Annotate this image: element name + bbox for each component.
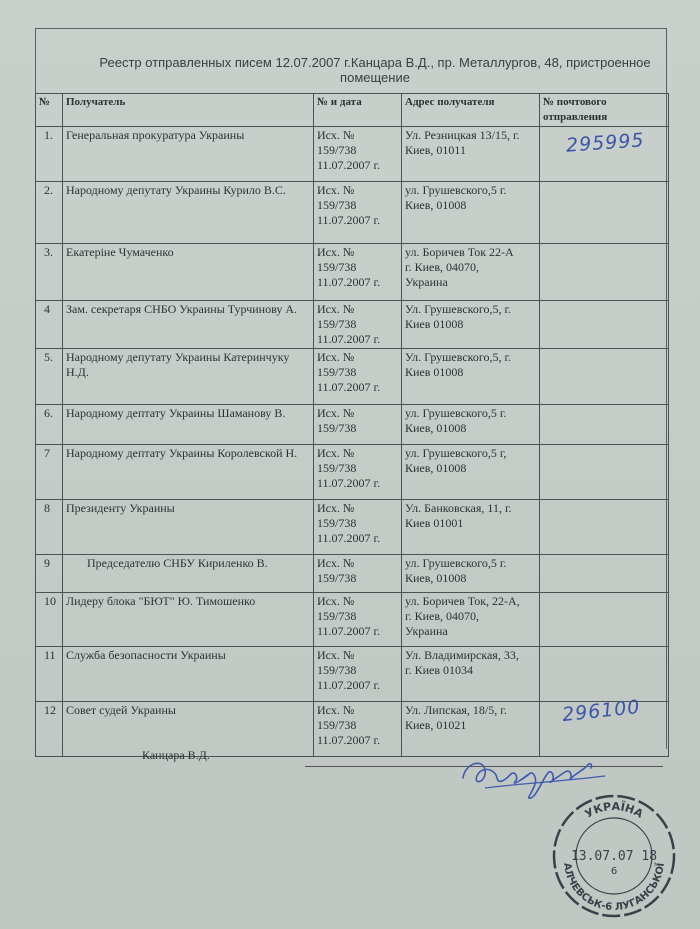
address-cell: Ул. Липская, 18/5, г. Киев, 01021 — [402, 702, 540, 757]
stamp-date: 13.07.07 18 — [570, 849, 658, 864]
col-header-ref-date: № и дата — [314, 94, 402, 127]
recipient-cell: Народному депутату Украины Курило В.С. — [63, 182, 314, 244]
handwritten-postal-number-1: 295995 — [565, 129, 646, 157]
postal-number-cell — [540, 555, 669, 593]
document-title: Реестр отправленных писем 12.07.2007 г.Канцара В.Д., пр. Металлургов, 48, пристроенное помещение — [99, 55, 651, 85]
address-cell: Ул. Резницкая 13/15, г. Киев, 01011 — [402, 127, 540, 182]
postal-number-cell — [540, 182, 669, 244]
ref-date-cell: Исх. № 159/738 11.07.2007 г. — [314, 349, 402, 405]
ref-date-cell: Исх. № 159/738 — [314, 555, 402, 593]
address-cell: Ул. Грушевского,5, г. Киев 01008 — [402, 301, 540, 349]
handwritten-postal-number-2: 296100 — [561, 695, 642, 727]
row-number: 5. — [36, 349, 63, 405]
row-number: 4 — [36, 301, 63, 349]
address-cell: Ул. Грушевского,5, г. Киев 01008 — [402, 349, 540, 405]
postal-number-cell — [540, 301, 669, 349]
address-cell: Ул. Банковская, 11, г. Киев 01001 — [402, 500, 540, 555]
row-number: 1. — [36, 127, 63, 182]
ref-date-cell: Исх. № 159/738 11.07.2007 г. — [314, 244, 402, 301]
address-cell: Ул. Владимирская, 33, г. Киев 01034 — [402, 647, 540, 702]
row-number: 2. — [36, 182, 63, 244]
ref-date-cell: Исх. № 159/738 11.07.2007 г. — [314, 647, 402, 702]
stamp-country-text: УКРАЇНА — [582, 799, 646, 821]
col-header-recipient: Получатель — [63, 94, 314, 127]
address-cell: ул. Боричев Ток, 22-А, г. Киев, 04070, Украина — [402, 593, 540, 647]
postal-number-cell — [540, 405, 669, 445]
ref-date-cell: Исх. № 159/738 11.07.2007 г. — [314, 500, 402, 555]
postal-number-cell — [540, 349, 669, 405]
ref-date-cell: Исх. № 159/738 — [314, 405, 402, 445]
address-cell: ул. Грушевского,5 г, Киев, 01008 — [402, 445, 540, 500]
table-row — [36, 593, 669, 647]
table-row — [36, 349, 669, 405]
col-header-number: № — [36, 94, 63, 127]
address-cell: ул. Боричев Ток 22-А г. Киев, 04070, Украина — [402, 244, 540, 301]
recipient-cell: Президенту Украины — [63, 500, 314, 555]
ref-date-cell: Исх. № 159/738 11.07.2007 г. — [314, 445, 402, 500]
address-cell: ул. Грушевского,5 г. Киев, 01008 — [402, 182, 540, 244]
recipient-cell: Служба безопасности Украины — [63, 647, 314, 702]
postal-number-cell — [540, 445, 669, 500]
ref-date-cell: Исх. № 159/738 11.07.2007 г. — [314, 301, 402, 349]
row-number: 9 — [36, 555, 63, 593]
col-header-address: Адрес получателя — [402, 94, 540, 127]
ref-date-cell: Исх. № 159/738 11.07.2007 г. — [314, 127, 402, 182]
recipient-cell: Председателю СНБУ Кириленко В. — [63, 555, 314, 593]
table-row — [36, 555, 669, 593]
row-number: 6. — [36, 405, 63, 445]
postal-number-cell — [540, 500, 669, 555]
registry-table — [35, 93, 669, 757]
sender-name: Канцара В.Д. — [142, 748, 210, 762]
postal-number-cell — [540, 647, 669, 702]
row-number: 10 — [36, 593, 63, 647]
ref-date-cell: Исх. № 159/738 11.07.2007 г. — [314, 702, 402, 757]
row-number: 12 — [36, 702, 63, 757]
address-cell: ул. Грушевского,5 г. Киев, 01008 — [402, 555, 540, 593]
postal-number-cell — [540, 244, 669, 301]
recipient-cell: Совет судей Украины — [63, 702, 314, 757]
recipient-cell: Народному депутату Украины Катеринчуку Н.Д. — [63, 349, 314, 405]
postal-stamp — [548, 790, 680, 922]
recipient-cell: Генеральная прокуратура Украины — [63, 127, 314, 182]
recipient-cell: Народному дептату Украины Шаманову В. — [63, 405, 314, 445]
table-row — [36, 647, 669, 702]
row-number: 8 — [36, 500, 63, 555]
table-row — [36, 445, 669, 500]
table-row — [36, 301, 669, 349]
row-number: 3. — [36, 244, 63, 301]
table-header-row — [36, 94, 669, 127]
col-header-postal-number: № почтового отправления — [540, 94, 669, 127]
address-cell: ул. Грушевского,5 г. Киев, 01008 — [402, 405, 540, 445]
stamp-office-number: 6 — [610, 866, 618, 877]
postal-number-cell — [540, 593, 669, 647]
ref-date-cell: Исх. № 159/738 11.07.2007 г. — [314, 182, 402, 244]
table-row — [36, 500, 669, 555]
stamp-city-text: АЛЧЕВСЬК-6 ЛУГАНСЬКОЇ — [560, 862, 667, 914]
row-number: 7 — [36, 445, 63, 500]
recipient-cell: Зам. секретаря СНБО Украины Турчинову А. — [63, 301, 314, 349]
recipient-cell: Лидеру блока "БЮТ" Ю. Тимошенко — [63, 593, 314, 647]
recipient-cell: Народному дептату Украины Королевской Н. — [63, 445, 314, 500]
table-row — [36, 182, 669, 244]
table-row — [36, 244, 669, 301]
recipient-cell: Екатеріне Чумаченко — [63, 244, 314, 301]
ref-date-cell: Исх. № 159/738 11.07.2007 г. — [314, 593, 402, 647]
row-number: 11 — [36, 647, 63, 702]
table-row — [36, 405, 669, 445]
